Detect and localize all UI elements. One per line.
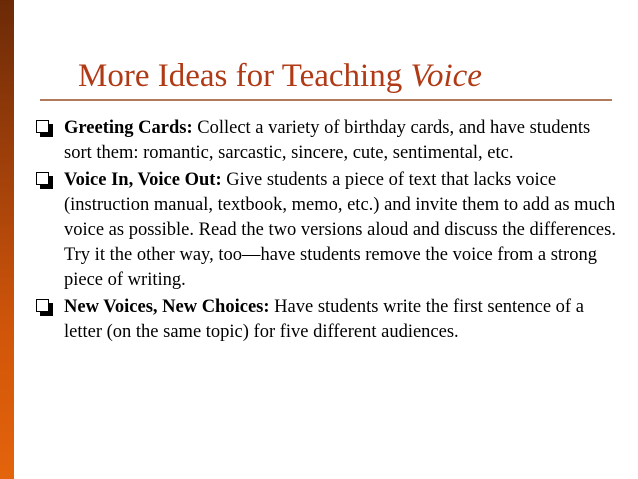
list-item xyxy=(36,295,616,345)
slide-title-main: More Ideas for Teaching xyxy=(78,58,411,94)
title-divider xyxy=(40,99,612,101)
bullet-list xyxy=(36,116,616,347)
item-label: Voice In, Voice Out: xyxy=(64,170,222,190)
slide-title xyxy=(78,56,482,96)
square-bullet-icon xyxy=(36,120,49,133)
item-label: Greeting Cards: xyxy=(64,118,193,138)
list-item xyxy=(36,168,616,293)
item-text: Have students write the first sentence of a letter (on the same topic) for five different audiences. xyxy=(64,297,584,342)
square-bullet-icon xyxy=(36,299,49,312)
decorative-side-bar xyxy=(0,0,14,479)
slide-title-emphasis: Voice xyxy=(410,58,482,94)
item-text: Collect a variety of birthday cards, and have students sort them: romantic, sarcastic, sincere, cute, sentimental, etc. xyxy=(64,118,591,163)
item-label: New Voices, New Choices: xyxy=(64,297,270,317)
square-bullet-icon xyxy=(36,172,49,185)
item-text: Give students a piece of text that lacks voice (instruction manual, textbook, memo, etc.) and invite them to add as much voice as possible. Read the two versions aloud and discuss the differences. Try it the other way, too—have students remove the voice from a strong piece of writing. xyxy=(64,170,616,290)
list-item xyxy=(36,116,616,166)
